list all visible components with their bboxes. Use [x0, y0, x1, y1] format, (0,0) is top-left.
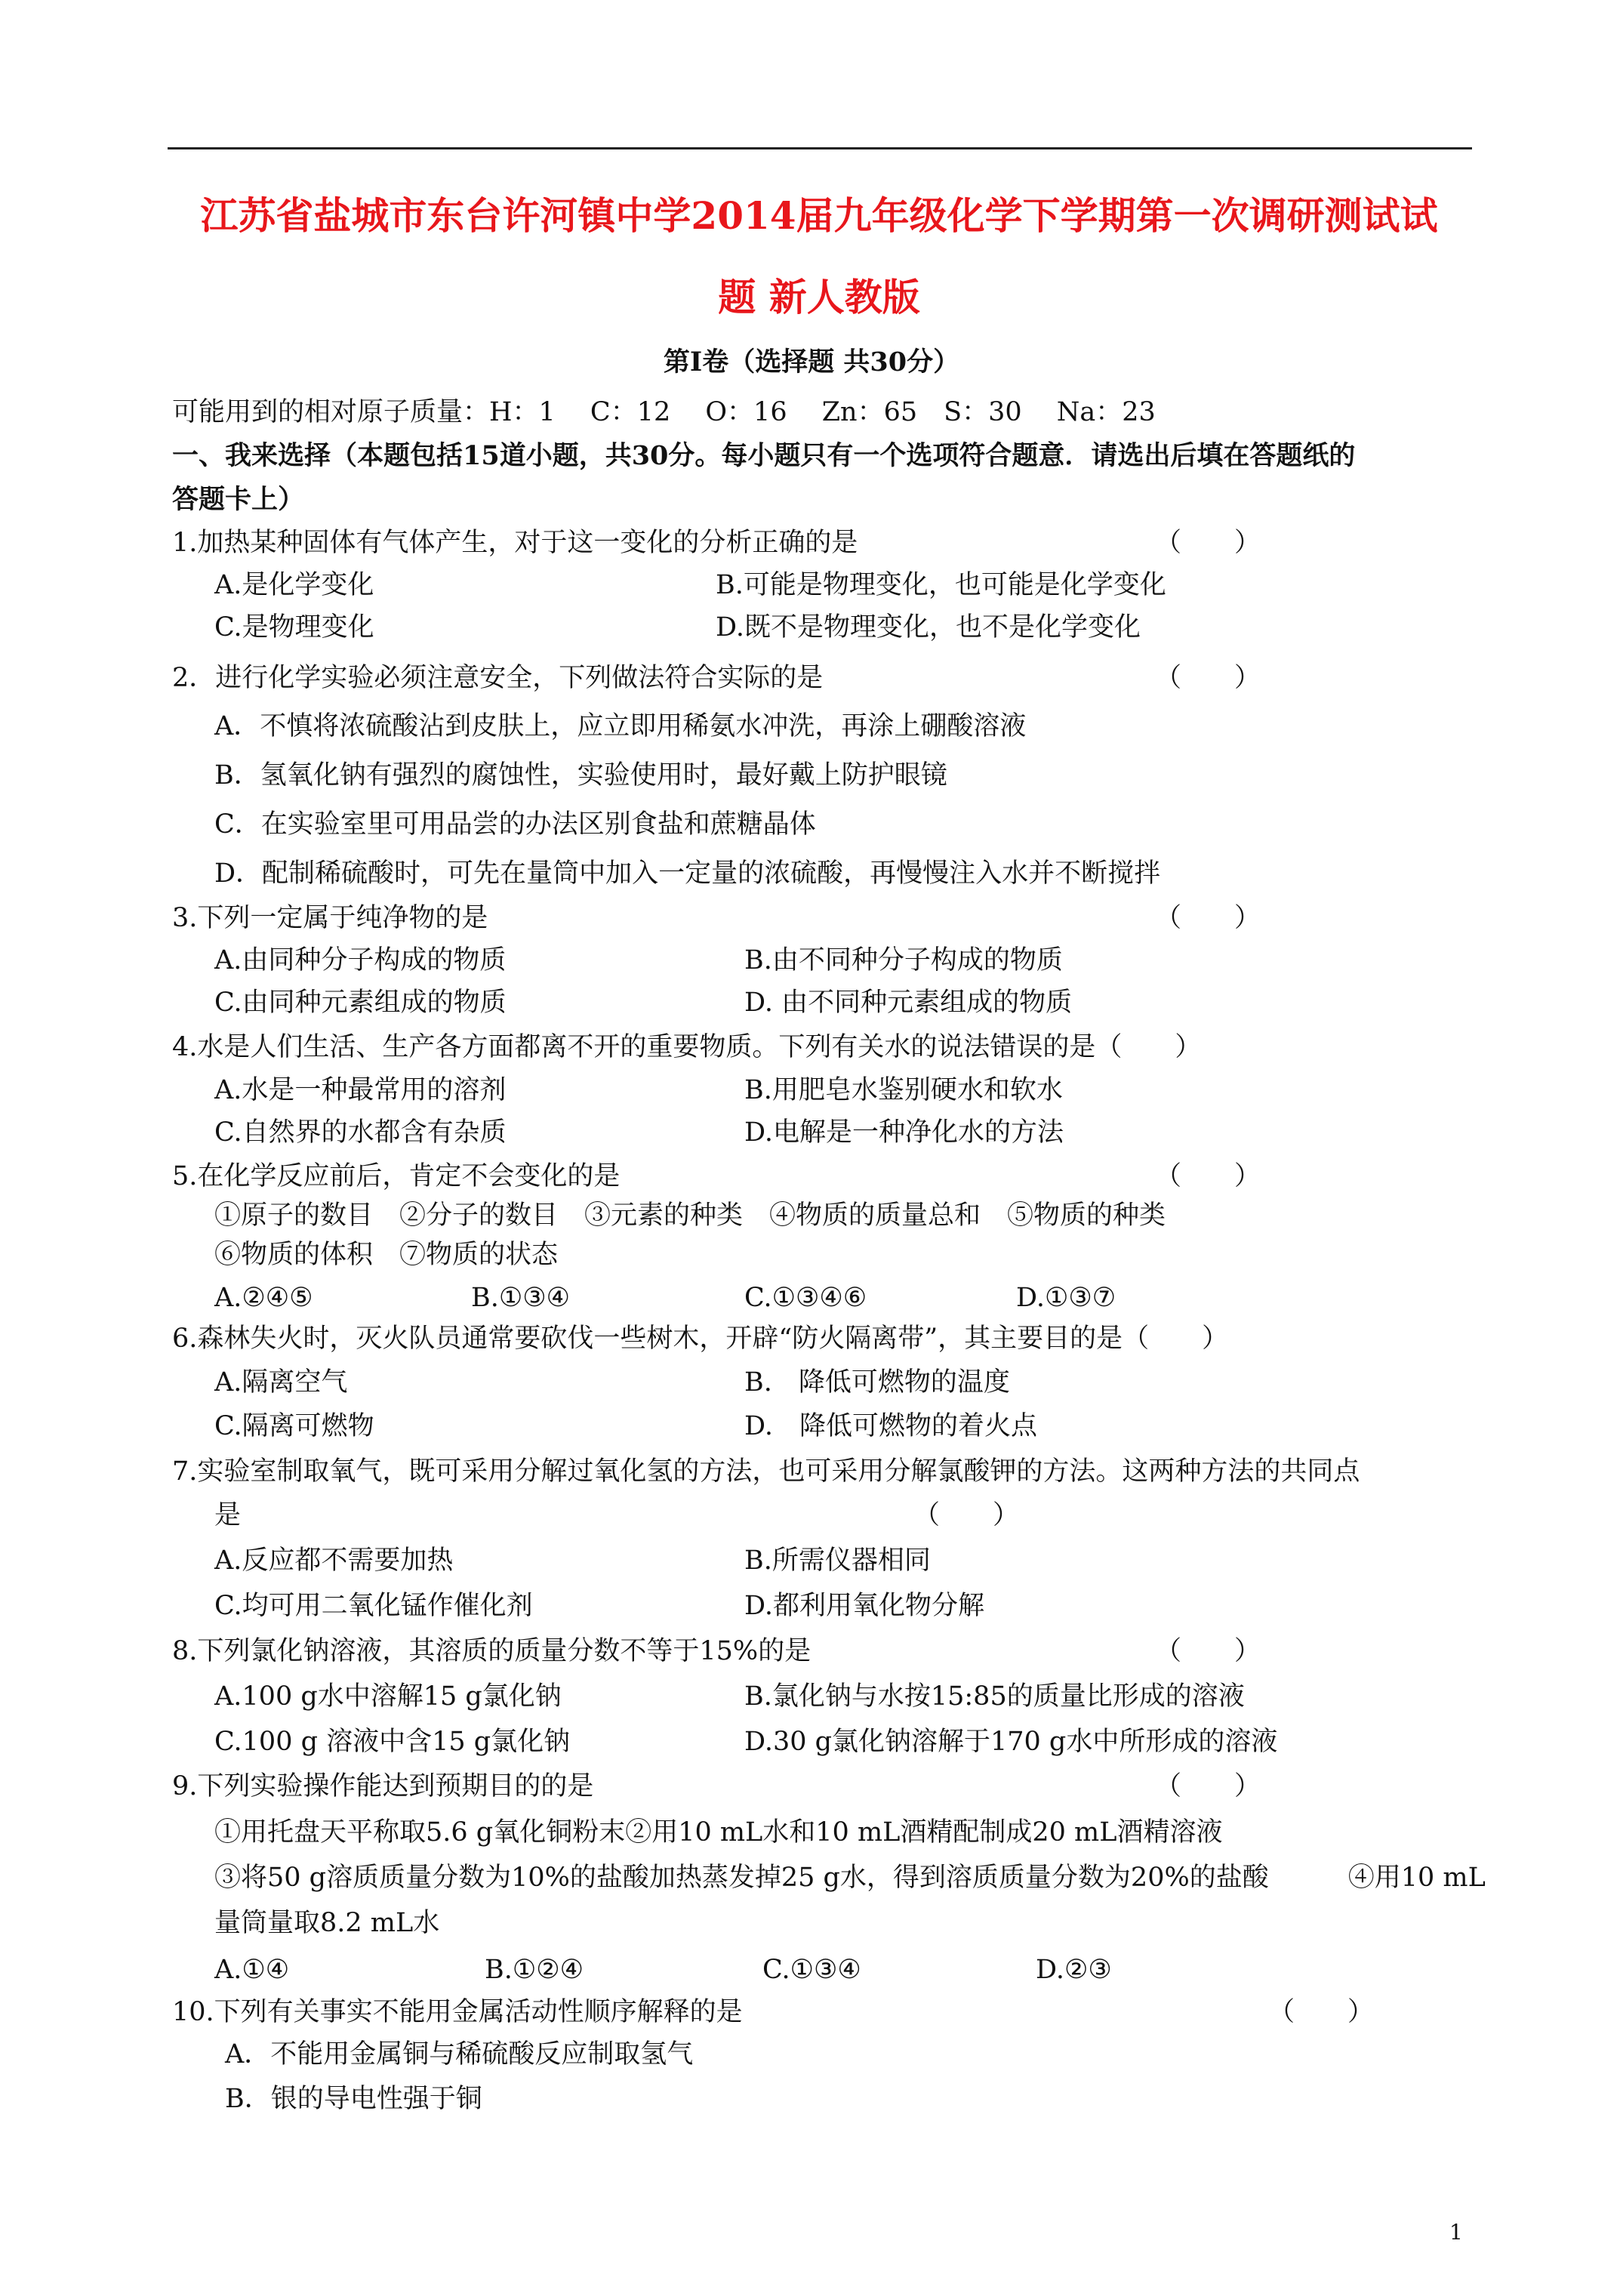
question-6-option-b: B. 降低可燃物的温度 [744, 1367, 1010, 1398]
question-1-option-c: C.是物理变化 [214, 612, 374, 643]
part-heading-line1: 一、我来选择（本题包括15道小题，共30分。每小题只有一个选项符合题意．请选出后填在答题纸的 [172, 440, 1356, 471]
section-title: 第Ⅰ卷（选择题 共30分） [663, 347, 960, 378]
question-3-option-c: C.由同种元素组成的物质 [214, 988, 507, 1018]
question-9-option-a: A.①④ [214, 1955, 290, 1985]
question-3-stem: 3.下列一定属于纯净物的是 [172, 903, 488, 933]
question-9-line4: 量筒量取8.2 mL水 [214, 1908, 440, 1938]
question-10-option-b: B．银的导电性强于铜 [225, 2084, 482, 2114]
question-5-option-c: C.①③④⑥ [744, 1283, 867, 1313]
question-2-option-d: D．配制稀硫酸时，可先在量筒中加入一定量的浓硫酸，再慢慢注入水并不断搅拌 [214, 858, 1161, 889]
part-heading-line2: 答题卡上） [172, 484, 305, 515]
question-7-answer-paren: （ ） [913, 1500, 1020, 1530]
question-8-option-b: B.氯化钠与水按15:85的质量比形成的溶液 [744, 1681, 1245, 1712]
question-6-option-c: C.隔离可燃物 [214, 1411, 374, 1441]
question-1-option-a: A.是化学变化 [214, 570, 374, 600]
question-9-option-d: D.②③ [1036, 1955, 1112, 1985]
question-9-option-c: C.①③④ [762, 1955, 861, 1985]
question-5-line2: ①原子的数目 ②分子的数目 ③元素的种类 ④物质的质量总和 ⑤物质的种类 [214, 1200, 1166, 1231]
question-5-option-a: A.②④⑤ [214, 1283, 313, 1313]
document-title-line2: 题 新人教版 [718, 275, 920, 319]
question-7-stem: 7.实验室制取氧气，既可采用分解过氧化氢的方法，也可采用分解氯酸钾的方法。这两种方法的共同点 [172, 1456, 1360, 1487]
question-3-option-b: B.由不同种分子构成的物质 [744, 945, 1063, 975]
question-8-option-a: A.100 g水中溶解15 g氯化钠 [214, 1681, 562, 1712]
question-10-option-a: A．不能用金属铜与稀硫酸反应制取氢气 [225, 2039, 694, 2069]
question-3-answer-paren: （ ） [1155, 903, 1261, 933]
question-7-option-b: B.所需仪器相同 [744, 1546, 931, 1576]
question-4-option-d: D.电解是一种净化水的方法 [744, 1117, 1064, 1148]
question-6-stem: 6.森林失火时，灭火队员通常要砍伐一些树木，开辟“防火隔离带”，其主要目的是（ ） [172, 1324, 1229, 1354]
question-5-option-d: D.①③⑦ [1016, 1283, 1116, 1313]
header-rule [168, 147, 1472, 149]
question-7-option-c: C.均可用二氧化锰作催化剂 [214, 1591, 533, 1621]
question-9-line3: ③将50 g溶质质量分数为10%的盐酸加热蒸发掉25 g水，得到溶质质量分数为20%的盐酸 ④用10 mL [214, 1863, 1486, 1893]
question-4-option-b: B.用肥皂水鉴别硬水和软水 [744, 1075, 1063, 1105]
question-5-answer-paren: （ ） [1155, 1161, 1261, 1191]
question-1-answer-paren: （ ） [1155, 528, 1261, 558]
page-number: 1 [1449, 2220, 1463, 2245]
question-10-answer-paren: （ ） [1268, 1997, 1375, 2027]
question-9-answer-paren: （ ） [1155, 1771, 1261, 1801]
question-8-stem: 8.下列氯化钠溶液，其溶质的质量分数不等于15%的是 [172, 1636, 812, 1666]
question-2-stem: 2．进行化学实验必须注意安全，下列做法符合实际的是 [172, 663, 824, 693]
question-2-option-c: C．在实验室里可用品尝的办法区别食盐和蔗糖晶体 [214, 809, 816, 840]
question-9-line2: ①用托盘天平称取5.6 g氧化铜粉末②用10 mL水和10 mL酒精配制成20 mL酒精溶液 [214, 1817, 1223, 1848]
atomic-masses: 可能用到的相对原子质量：H：1 C：12 O：16 Zn：65 S：30 Na：23 [172, 397, 1156, 427]
question-2-option-a: A．不慎将浓硫酸沾到皮肤上，应立即用稀氨水冲洗，再涂上硼酸溶液 [214, 711, 1027, 741]
question-9-option-b: B.①②④ [485, 1955, 584, 1985]
question-1-option-b: B.可能是物理变化，也可能是化学变化 [716, 570, 1166, 600]
question-7-option-a: A.反应都不需要加热 [214, 1546, 454, 1576]
question-1-option-d: D.既不是物理变化，也不是化学变化 [716, 612, 1141, 643]
question-10-stem: 10.下列有关事实不能用金属活动性顺序解释的是 [172, 1997, 743, 2027]
question-6-option-a: A.隔离空气 [214, 1367, 348, 1398]
question-6-option-d: D. 降低可燃物的着火点 [744, 1411, 1037, 1441]
question-5-line3: ⑥物质的体积 ⑦物质的状态 [214, 1240, 559, 1270]
question-8-answer-paren: （ ） [1155, 1636, 1261, 1666]
question-8-option-c: C.100 g 溶液中含15 g氯化钠 [214, 1727, 571, 1757]
question-2-option-b: B．氢氧化钠有强烈的腐蚀性，实验使用时，最好戴上防护眼镜 [214, 760, 947, 791]
question-1-stem: 1.加热某种固体有气体产生，对于这一变化的分析正确的是 [172, 528, 858, 558]
question-9-stem: 9.下列实验操作能达到预期目的的是 [172, 1771, 594, 1801]
question-4-stem: 4.水是人们生活、生产各方面都离不开的重要物质。下列有关水的说法错误的是（ ） [172, 1032, 1202, 1062]
question-3-option-a: A.由同种分子构成的物质 [214, 945, 507, 975]
question-2-answer-paren: （ ） [1155, 663, 1261, 693]
question-5-stem: 5.在化学反应前后，肯定不会变化的是 [172, 1161, 621, 1191]
question-7-line2: 是 [214, 1500, 242, 1530]
question-5-option-b: B.①③④ [471, 1283, 570, 1313]
question-4-option-c: C.自然界的水都含有杂质 [214, 1117, 507, 1148]
question-8-option-d: D.30 g氯化钠溶解于170 g水中所形成的溶液 [744, 1727, 1278, 1757]
question-3-option-d: D. 由不同种元素组成的物质 [744, 988, 1073, 1018]
question-4-option-a: A.水是一种最常用的溶剂 [214, 1075, 507, 1105]
question-7-option-d: D.都利用氧化物分解 [744, 1591, 984, 1621]
document-title-line1: 江苏省盐城市东台许河镇中学2014届九年级化学下学期第一次调研测试试 [200, 193, 1438, 238]
